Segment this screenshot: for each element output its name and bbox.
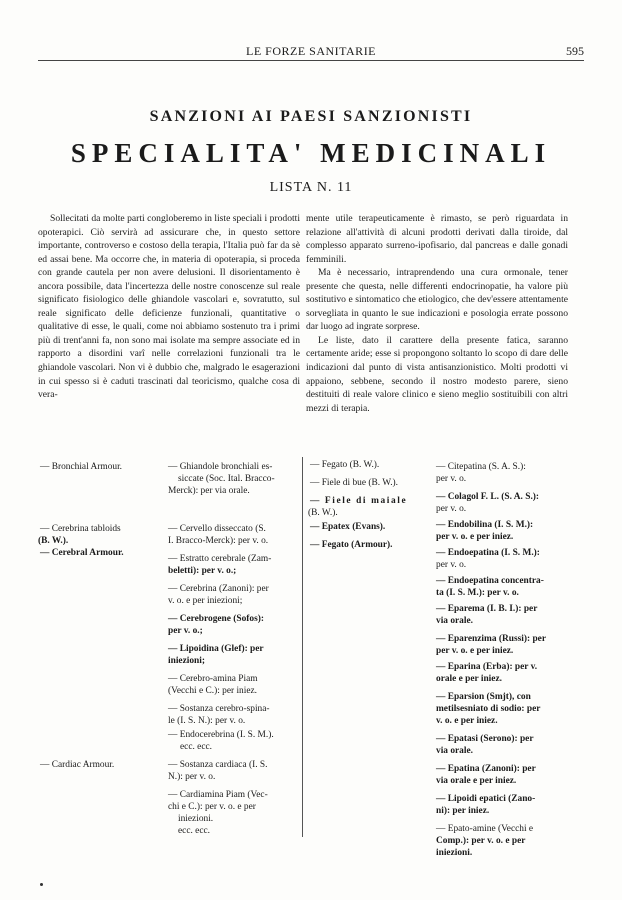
list-item: — Cerebral Armour.: [40, 548, 124, 558]
list-item: — Epatex (Evans).: [310, 522, 386, 532]
list-item: ecc. ecc.: [178, 826, 210, 836]
list-item: per v. o. e per iniez.: [436, 532, 514, 542]
list-item: (B. W.).: [38, 536, 69, 546]
list-item: (B. W.).: [308, 508, 338, 518]
list-item: iniezioni.: [436, 848, 473, 858]
list-item: per v. o. e per iniez.: [436, 646, 514, 656]
intro-paragraph: mente utile terapeuticamente è rimasto, se però riguardata in relazione all'attività di alcuni prodotti derivati dalla tiroide, dal complesso apparato surreno-ipofisario, dal pancreas e dalle gonadi femminili.: [306, 213, 568, 265]
list-item: per v. o.;: [168, 626, 203, 636]
list-item: ta (I. S. M.): per v. o.: [436, 588, 519, 598]
list-item: — Epatasi (Serono): per: [436, 734, 534, 744]
list-item: Comp.): per v. o. e per: [436, 836, 526, 846]
list-item: — Endoepatina concentra-: [436, 576, 544, 586]
list-item: — Cardiamina Piam (Vec-: [168, 790, 268, 800]
list-item: — Cardiac Armour.: [40, 760, 115, 770]
list-item: — Endocerebrina (I. S. M.).: [168, 730, 274, 740]
intro-paragraph: Sollecitati da molte parti congloberemo in liste speciali i prodotti opoterapici. Ciò servirà ad assicurare che, in questo settore importante, controverso e costoso della terapia, l'Italia può far da sè ed assai bene. Ma occorre che, in materia di opoterapia, si proceda con grande cautela per non avere delusioni. Il disorientamento è ancora possibile, data l'incertezza delle nostre conoscenze sul reale significato fisiologico delle ghiandole vascolari e, sovratutto, sul reale significato delle deficienze funzionali, quantitative o qualitative di esse, le quali, come noi abbiamo sostenuto tra i primi più di trent'anni fa, non sono mai isolate ma sempre associate ed in rapporto a disordini varî nelle correlazioni funzionali tra le ghiandole vascolari. Non vi è dubbio che, malgrado le esagerazioni in cui spesso si è caduti trascinati dal teoricismo, qualche cosa di vera-: [38, 213, 300, 401]
list-item: v. o. e per iniez.: [436, 716, 498, 726]
list-item: — Cerebrina tabloids: [40, 524, 121, 534]
list-item: iniezioni.: [178, 814, 214, 824]
list-item: — Eparsion (Smjt), con: [436, 692, 531, 702]
list-item: via orale.: [436, 616, 473, 626]
list-item: orale e per iniez.: [436, 674, 502, 684]
list-item: — Lipoidi epatici (Zano-: [436, 794, 536, 804]
list-item: — Sostanza cardiaca (I. S.: [168, 760, 268, 770]
list-item: iniezioni;: [168, 656, 205, 666]
main-title: SPECIALITA' MEDICINALI: [70, 138, 552, 168]
list-item: — Bronchial Armour.: [40, 462, 123, 472]
list-number: LISTA N. 11: [269, 180, 353, 195]
list-item: — Cerebrina (Zanoni): per: [168, 584, 269, 594]
list-item: ecc. ecc.: [180, 742, 212, 752]
list-item: per v. o.: [436, 474, 467, 484]
column-divider: [302, 457, 303, 837]
list-item: ni): per iniez.: [436, 806, 490, 816]
list-item: via orale.: [436, 746, 473, 756]
list-item: metilsesniato di sodio: per: [436, 704, 541, 714]
list-item: — Cervello disseccato (S.: [168, 524, 266, 534]
list-item: per v. o.: [436, 560, 467, 570]
list-item: — Cerebro-amina Piam: [168, 674, 258, 684]
list-item: — Eparema (I. B. I.): per: [436, 604, 538, 614]
list-item: — Epatina (Zanoni): per: [436, 764, 536, 774]
list-item: v. o. e per iniezioni;: [168, 596, 243, 606]
section-title: SANZIONI AI PAESI SANZIONISTI: [149, 108, 473, 125]
list-item: — Fiele di bue (B. W.).: [310, 478, 399, 488]
list-item: (Vecchi e C.): per iniez.: [168, 686, 258, 696]
intro-paragraph: Le liste, dato il carattere della presente fatica, saranno certamente aride; esse si propongono soltanto lo scopo di dare delle indicazioni dal punto di vista antisanzionistico. Molti prodotti vi appaiono, sebbene, secondo il nostro modesto parere, sieno destituiti di reale valore clinico e sieno meglio sostituibili con altri mezzi di terapia.: [306, 334, 568, 414]
list-item: — Cerebrogene (Sofos):: [168, 614, 264, 624]
list-item: siccate (Soc. Ital. Bracco-: [178, 474, 275, 484]
intro-paragraph: Ma è necessario, intraprendendo una cura ormonale, tener presente che questa, nelle differenti endocrinopatie, ha valore più sostitutivo e sintomatico che etiologico, che dev'essere attentamente sorvegliata in quanto le sue indicazioni e posologia errate possono dar luogo ad ingrate sorprese.: [306, 267, 568, 333]
print-speck: [40, 883, 43, 886]
list-item: — Fiele di maiale: [310, 496, 408, 506]
running-title: LE FORZE SANITARIE: [245, 44, 377, 58]
list-item: — Fegato (B. W.).: [310, 460, 380, 470]
list-item: chi e C.): per v. o. e per: [168, 802, 256, 812]
intro-left-column: [38, 212, 300, 402]
list-item: — Eparenzima (Russi): per: [436, 634, 546, 644]
page-number: 595: [566, 44, 584, 58]
list-item: beletti): per v. o.;: [168, 566, 237, 576]
list-item: — Ghiandole bronchiali es-: [168, 462, 273, 472]
list-item: — Eparina (Erba): per v.: [436, 662, 538, 672]
list-item: per v. o.: [436, 504, 467, 514]
list-item: via orale e per iniez.: [436, 776, 517, 786]
list-item: — Sostanza cerebro-spina-: [168, 704, 270, 714]
list-item: — Endoepatina (I. S. M.):: [436, 548, 540, 558]
list-item: — Citepatina (S. A. S.):: [436, 462, 526, 472]
list-item: — Fegato (Armour).: [310, 540, 393, 550]
intro-right-column: [306, 212, 568, 415]
list-item: — Lipoidina (Glef): per: [168, 644, 264, 654]
list-item: Merck): per via orale.: [168, 486, 250, 496]
running-header: [38, 40, 584, 61]
list-item: — Epato-amine (Vecchi e: [436, 824, 534, 834]
list-item: — Colagol F. L. (S. A. S.):: [436, 492, 540, 502]
list-item: le (I. S. N.): per v. o.: [168, 716, 246, 726]
list-item: I. Bracco-Merck): per v. o.: [168, 536, 269, 546]
list-item: — Endobilina (I. S. M.):: [436, 520, 534, 530]
list-item: — Estratto cerebrale (Zam-: [168, 554, 272, 564]
list-item: N.): per v. o.: [168, 772, 216, 782]
